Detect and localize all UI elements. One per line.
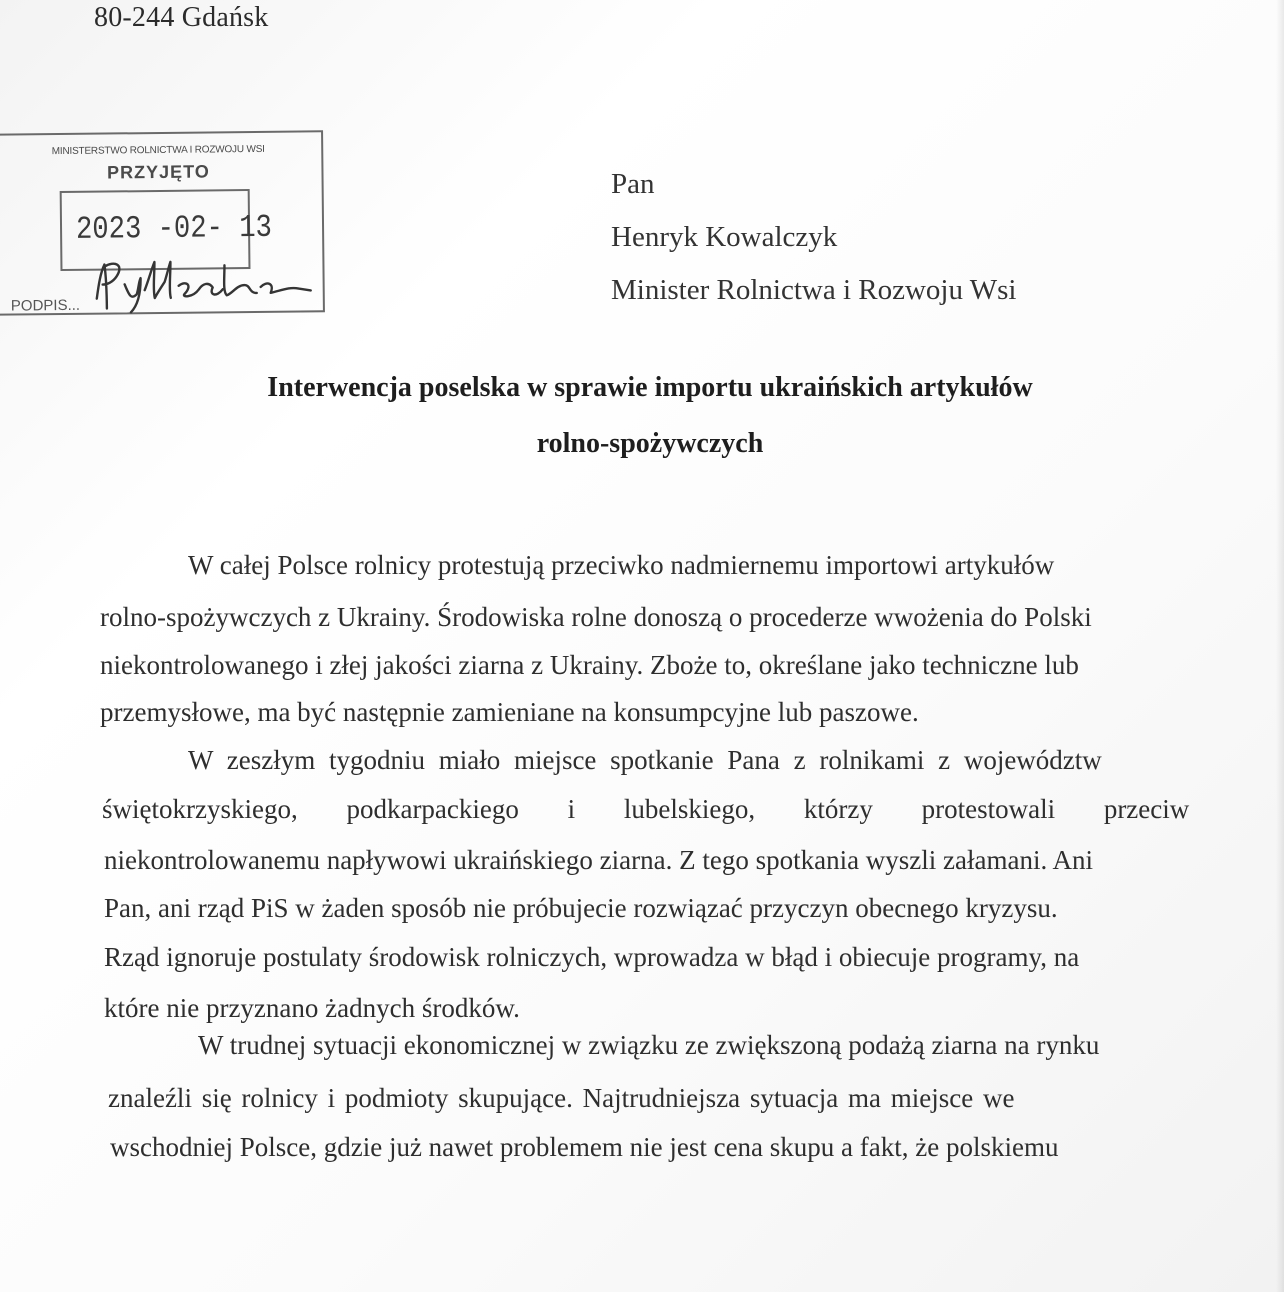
stamp-received-label: PRZYJĘTO — [107, 161, 210, 183]
body-line: wschodniej Polsce, gdzie już nawet problemem nie jest cena skupu a fakt, że polskiemu — [110, 1132, 1059, 1162]
stamp-signature-label: PODPIS... — [10, 296, 81, 315]
addressee-name: Henryk Kowalczyk — [611, 221, 838, 253]
addressee-block — [611, 158, 1016, 317]
stamp-ministry-name: MINISTERSTWO ROLNICTWA I ROZWOJU WSI — [51, 143, 265, 158]
body-line — [188, 550, 1162, 580]
body-line: rolno-spożywczych z Ukrainy. Środowiska rolne donoszą o procederze wwożenia do Polski — [100, 602, 1092, 632]
body-line: Rząd ignoruje postulaty środowisk rolniczych, wprowadza w błąd i obiecuje programy, na — [104, 942, 1080, 972]
stamp-date: 2023 -02- 13 — [75, 208, 273, 248]
body-line: W zeszłym tygodniu miało miejsce spotkanie Pana z rolnikami z województw — [188, 745, 1102, 775]
body-line: świętokrzyskiego, podkarpackiego i lubelskiego, którzy protestowali przeciw — [102, 794, 1190, 824]
body-line: przemysłowe, ma być następnie zamieniane na konsumpcyjne lub paszowe. — [100, 697, 919, 727]
body-line: niekontrolowanego i złej jakości ziarna z Ukrainy. Zboże to, określane jako techniczne lub — [100, 650, 1079, 680]
handwritten-signature — [84, 252, 317, 314]
body-line: Pan, ani rząd PiS w żaden sposób nie próbujecie rozwiązać przyczyn obecnego kryzysu. — [104, 893, 1058, 923]
body-line: niekontrolowanemu napływowi ukraińskiego ziarna. Z tego spotkania wyszli załamani. Ani — [104, 845, 1093, 875]
addressee-position: Minister Rolnictwa i Rozwoju Wsi — [611, 274, 1017, 306]
sender-city: 80-244 Gdańsk — [94, 2, 269, 33]
body-line-text: W całej Polsce rolnicy protestują przeciwko nadmiernemu importowi artykułów — [188, 550, 1055, 580]
body-line: które nie przyznano żadnych środków. — [104, 993, 520, 1023]
body-line: W trudnej sytuacji ekonomicznej w związku ze zwiększoną podażą ziarna na rynku — [198, 1030, 1100, 1060]
letter-title-line-2: rolno-spożywczych — [536, 428, 764, 459]
addressee-salutation: Pan — [611, 168, 655, 200]
received-stamp — [0, 130, 325, 315]
body-line: znaleźli się rolnicy i podmioty skupujące. Najtrudniejsza sytuacja ma miejsce we — [108, 1083, 1015, 1113]
letter-title-line-1: Interwencja poselska w sprawie importu ukraińskich artykułów — [267, 372, 1033, 403]
